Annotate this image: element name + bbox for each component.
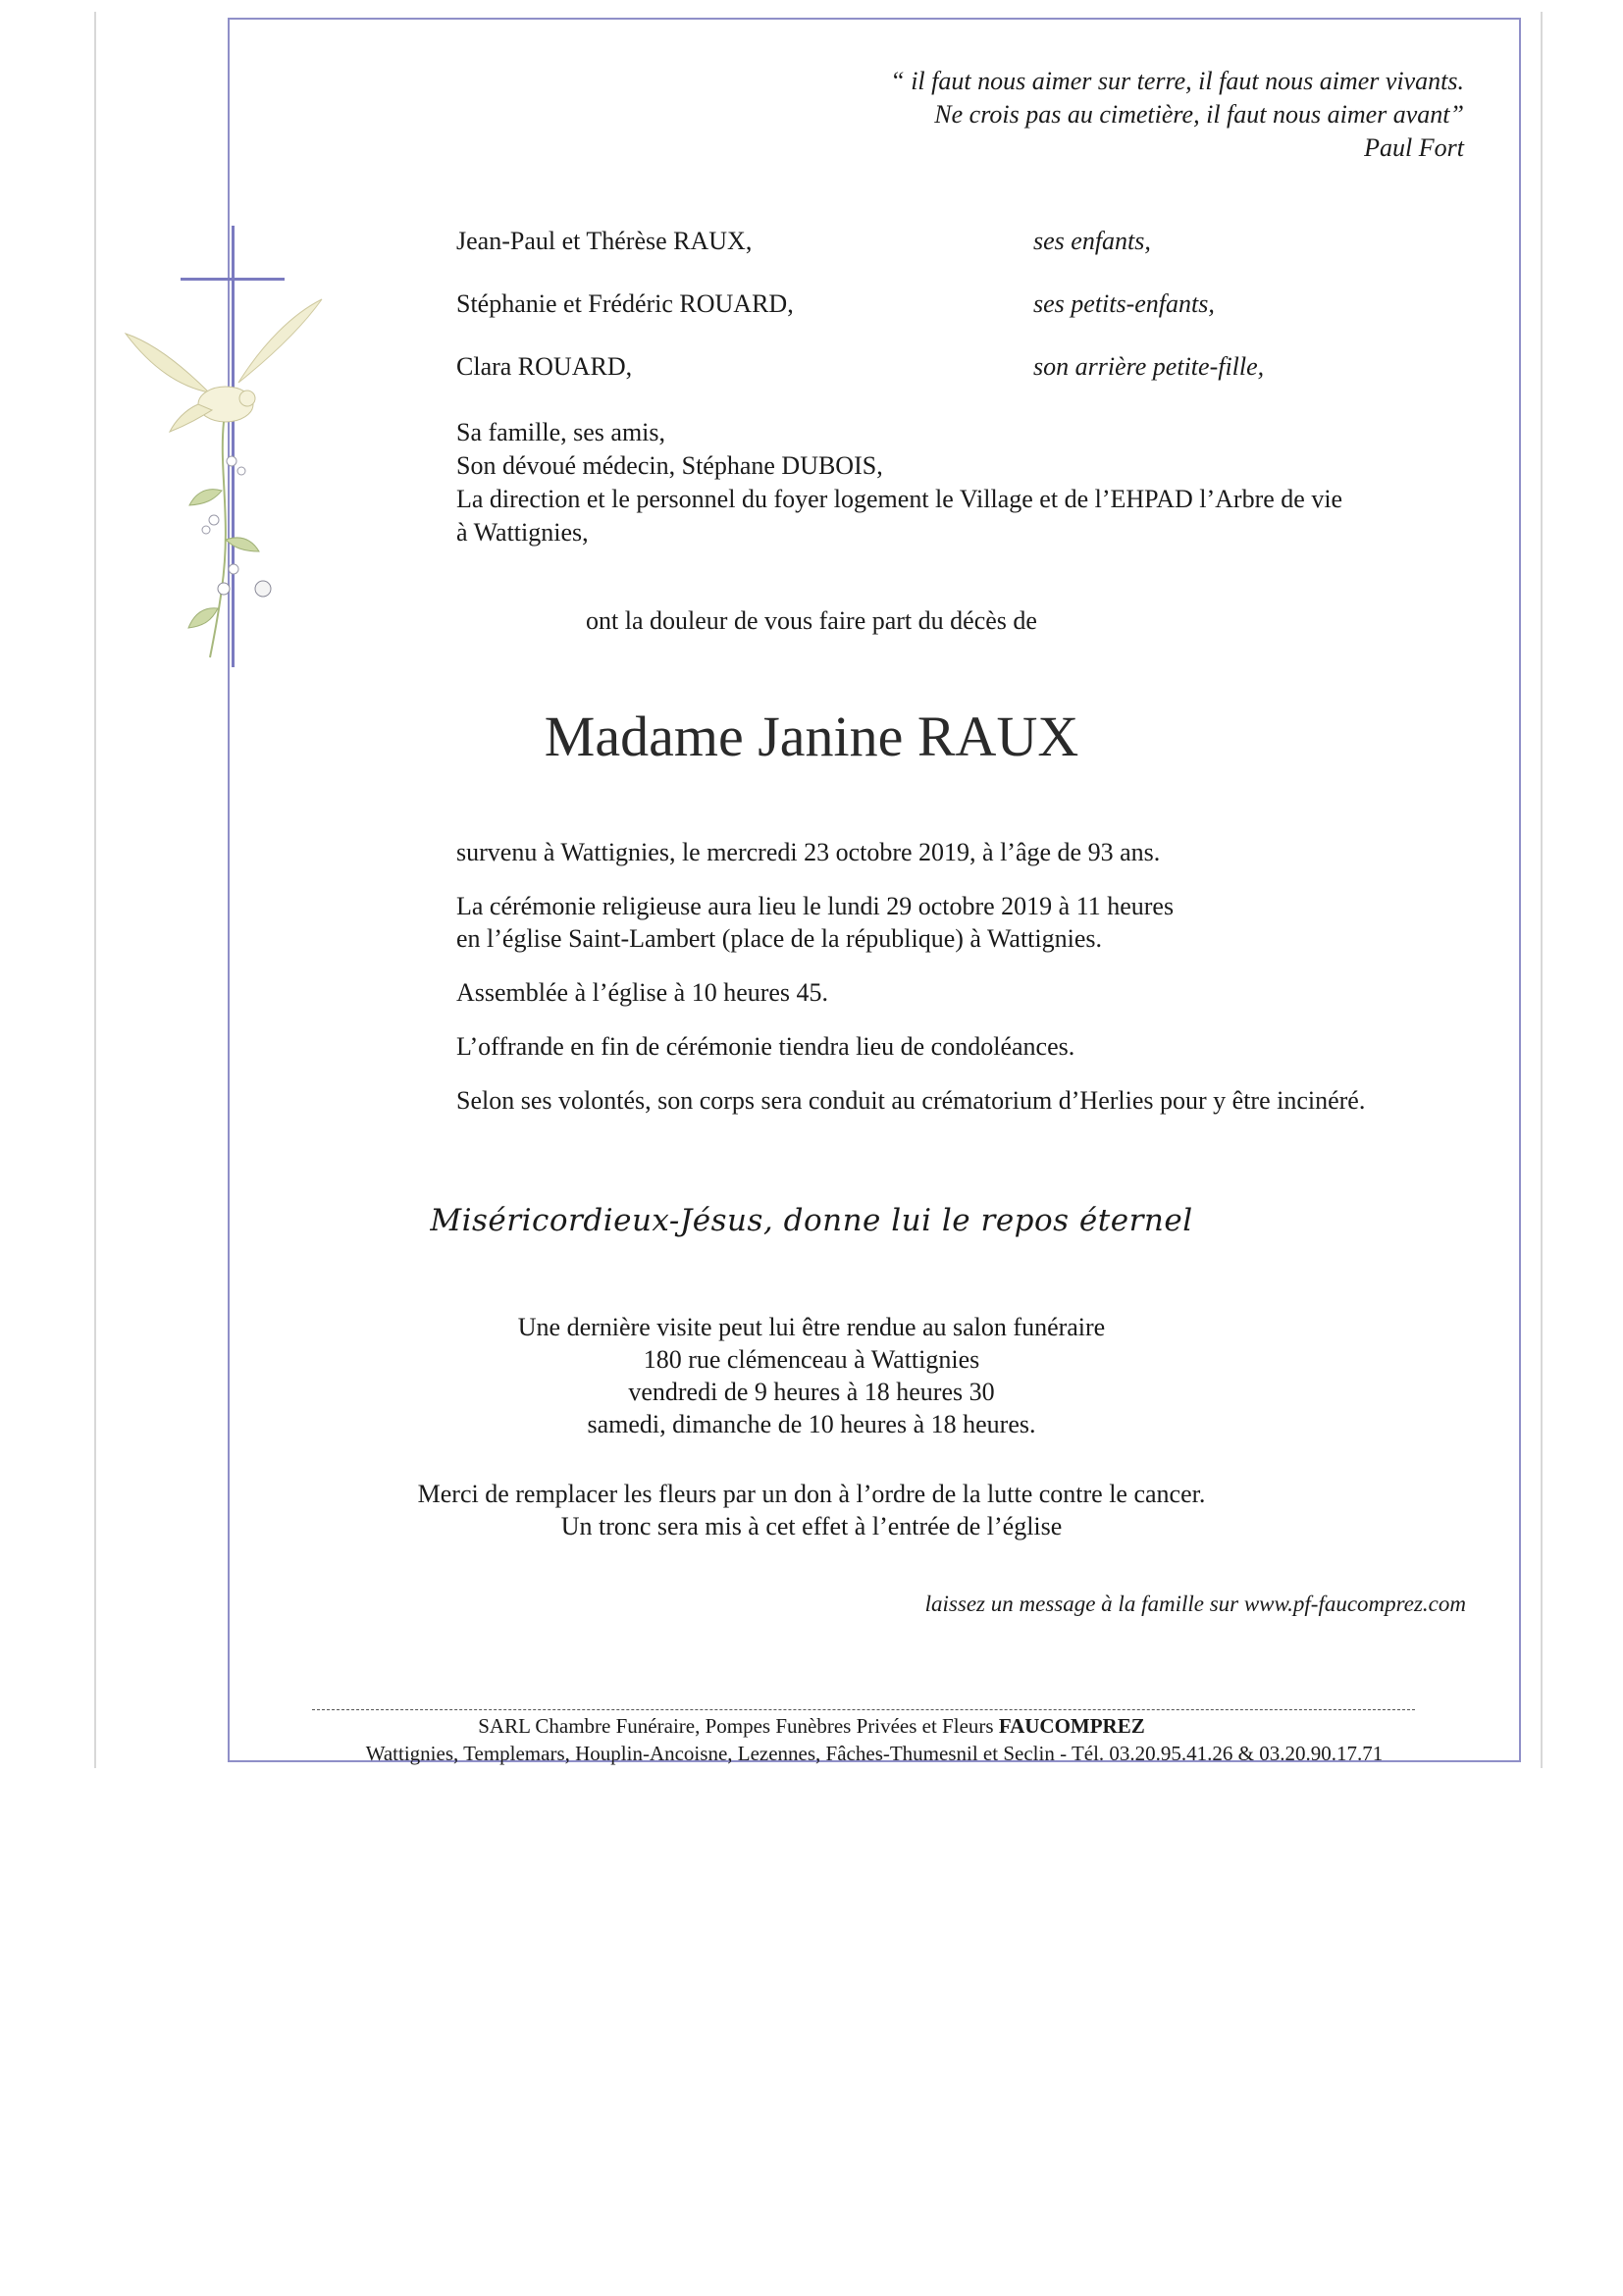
footer-divider [312,1709,1415,1711]
ceremony-line-2: en l’église Saint-Lambert (place de la république) à Wattignies. [456,924,1103,953]
prayer-text: Miséricordieux-Jésus, donne lui le repos éternel [430,1203,1193,1238]
crematorium-info: Selon ses volontés, son corps sera conduit au crématorium d’Herlies pour y être incinéré. [456,1086,1366,1115]
donation-info [0,1478,1623,1542]
visit-line: samedi, dimanche de 10 heures à 18 heures. [587,1410,1036,1438]
family-member-names: Jean-Paul et Thérèse RAUX, [456,227,753,255]
visit-line: Une dernière visite peut lui être rendue au salon funéraire [517,1313,1106,1341]
quote-line-1: “ il faut nous aimer sur terre, il faut nous aimer vivants. [890,67,1464,95]
visitation-info [0,1311,1623,1440]
death-notice: survenu à Wattignies, le mercredi 23 octobre 2019, à l’âge de 93 ans. [456,838,1161,866]
family-member-names: Stéphanie et Frédéric ROUARD, [456,289,794,318]
footer-company-prefix: SARL Chambre Funéraire, Pompes Funèbres Privées et Fleurs [478,1714,994,1738]
family-member-role: ses enfants, [1033,227,1151,255]
online-message-link[interactable]: laissez un message à la famille sur www.pf-faucomprez.com [924,1592,1466,1616]
funeral-details [456,836,1496,1138]
ceremony-line-1: La cérémonie religieuse aura lieu le lundi 29 octobre 2019 à 11 heures [456,892,1175,920]
visit-line: 180 rue clémenceau à Wattignies [643,1345,980,1374]
announcement-text: ont la douleur de vous faire part du décès de [586,606,1037,635]
donation-line: Un tronc sera mis à cet effet à l’entrée de l’église [560,1512,1063,1540]
quote-line-2: Ne crois pas au cimetière, il faut nous aimer avant” [934,100,1464,129]
mourner-line: Sa famille, ses amis, [456,418,666,446]
deceased-name: Madame Janine RAUX [544,704,1079,768]
family-member-role: son arrière petite-fille, [1033,352,1265,381]
mourner-line: Son dévoué médecin, Stéphane DUBOIS, [456,451,883,480]
donation-line: Merci de remplacer les fleurs par un don à l’ordre de la lutte contre le cancer. [417,1480,1206,1508]
quote-author: Paul Fort [1364,133,1464,162]
visit-line: vendredi de 9 heures à 18 heures 30 [628,1378,995,1406]
footer-company [0,1713,1623,1739]
offering-info: L’offrande en fin de cérémonie tiendra lieu de condoléances. [456,1032,1075,1061]
epigraph-quote [581,65,1464,165]
other-mourners [456,416,1457,549]
assembly-info: Assemblée à l’église à 10 heures 45. [456,978,829,1007]
footer-company-name: FAUCOMPREZ [998,1714,1145,1738]
mourner-line: La direction et le personnel du foyer logement le Village et de l’EHPAD l’Arbre de vie [456,485,1343,513]
footer-locations: Wattignies, Templemars, Houplin-Ancoisne, Lezennes, Fâches-Thumesnil et Seclin - Tél. 03.20.95.41.26 & 03.20.90.17.71 [365,1742,1384,1765]
mourner-line: à Wattignies, [456,518,589,547]
ceremony-info [456,890,1496,955]
family-member-names: Clara ROUARD, [456,352,633,381]
cross-icon-horizontal [181,278,285,281]
family-member-role: ses petits-enfants, [1033,289,1215,318]
